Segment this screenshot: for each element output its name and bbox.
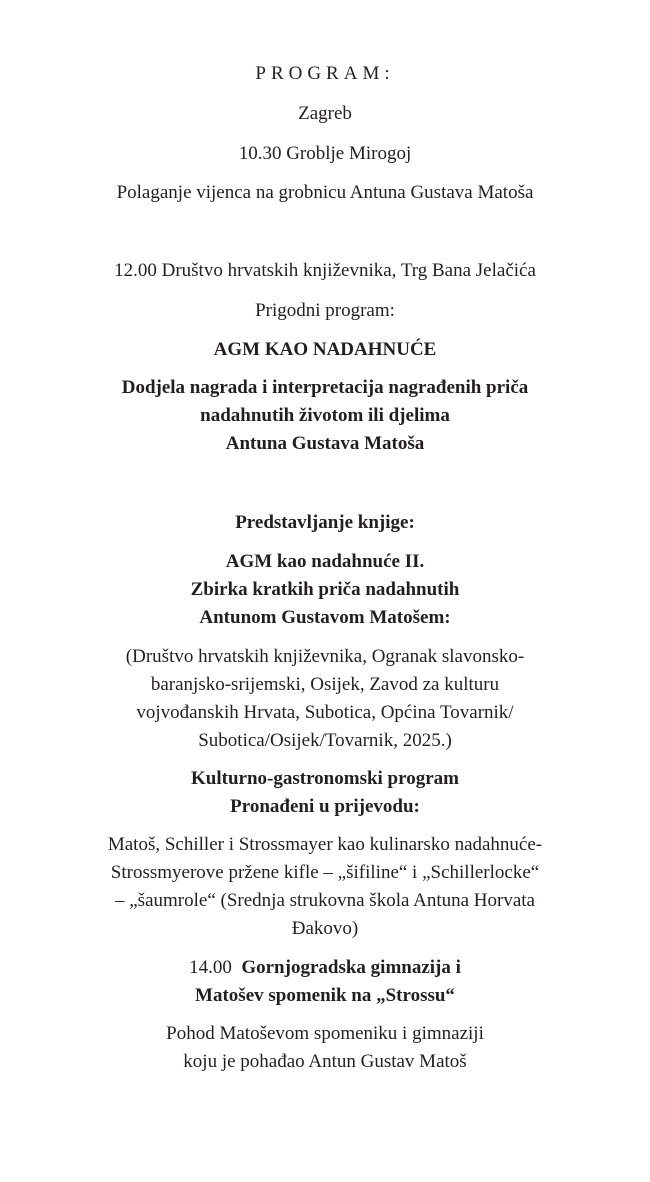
award-line: nadahnutih životom ili djelima <box>200 405 450 426</box>
award-line: Dodjela nagrada i interpretacija nagrađenih priča <box>121 377 529 398</box>
book-title-line: AGM kao nadahnuće II. <box>225 551 425 572</box>
event3-time: 14.00 <box>189 957 232 978</box>
gastro-desc-line: – „šaumrole“ (Srednja strukovna škola Antuna Horvata <box>115 890 535 911</box>
publisher-line: vojvođanskih Hrvata, Subotica, Općina Tovarnik/ <box>136 702 514 723</box>
event2-intro: Prigodni program: <box>255 300 395 321</box>
event2-title: AGM KAO NADAHNUĆE <box>213 339 437 360</box>
gastro-desc-line: Strossmyerove pržene kifle – „šifiline“ i „Schillerlocke“ <box>110 862 540 883</box>
program-heading: PROGRAM: <box>255 63 395 84</box>
event3-title-line2: Matošev spomenik na „Strossu“ <box>195 985 455 1006</box>
gastro-desc-line: Matoš, Schiller i Strossmayer kao kulinarsko nadahnuće- <box>107 834 543 855</box>
gastro-desc-line: Đakovo) <box>291 918 359 939</box>
event1-description: Polaganje vijenca na grobnicu Antuna Gustava Matoša <box>116 182 534 203</box>
event3-desc-line: koju je pohađao Antun Gustav Matoš <box>183 1051 467 1072</box>
event1-time-place: 10.30 Groblje Mirogoj <box>238 143 412 164</box>
publisher-line: (Društvo hrvatskih književnika, Ogranak slavonsko- <box>125 646 525 667</box>
publisher-line: baranjsko-srijemski, Osijek, Zavod za kulturu <box>150 674 500 695</box>
book-title-line: Zbirka kratkih priča nadahnutih <box>190 579 460 600</box>
event3-desc-line: Pohod Matoševom spomeniku i gimnaziji <box>166 1023 484 1044</box>
gastro-heading-line: Pronađeni u prijevodu: <box>230 796 420 817</box>
gastro-heading-line: Kulturno-gastronomski program <box>191 768 459 789</box>
book-heading: Predstavljanje knjige: <box>235 512 415 533</box>
city-name: Zagreb <box>298 103 352 124</box>
publisher-line: Subotica/Osijek/Tovarnik, 2025.) <box>198 730 452 751</box>
event3-title: Gornjogradska gimnazija i <box>241 957 461 978</box>
book-title-line: Antunom Gustavom Matošem: <box>199 607 451 628</box>
event2-time-place: 12.00 Društvo hrvatskih književnika, Trg Bana Jelačića <box>114 260 536 281</box>
event3-title-line1 <box>0 956 650 980</box>
award-line: Antuna Gustava Matoša <box>225 433 425 454</box>
